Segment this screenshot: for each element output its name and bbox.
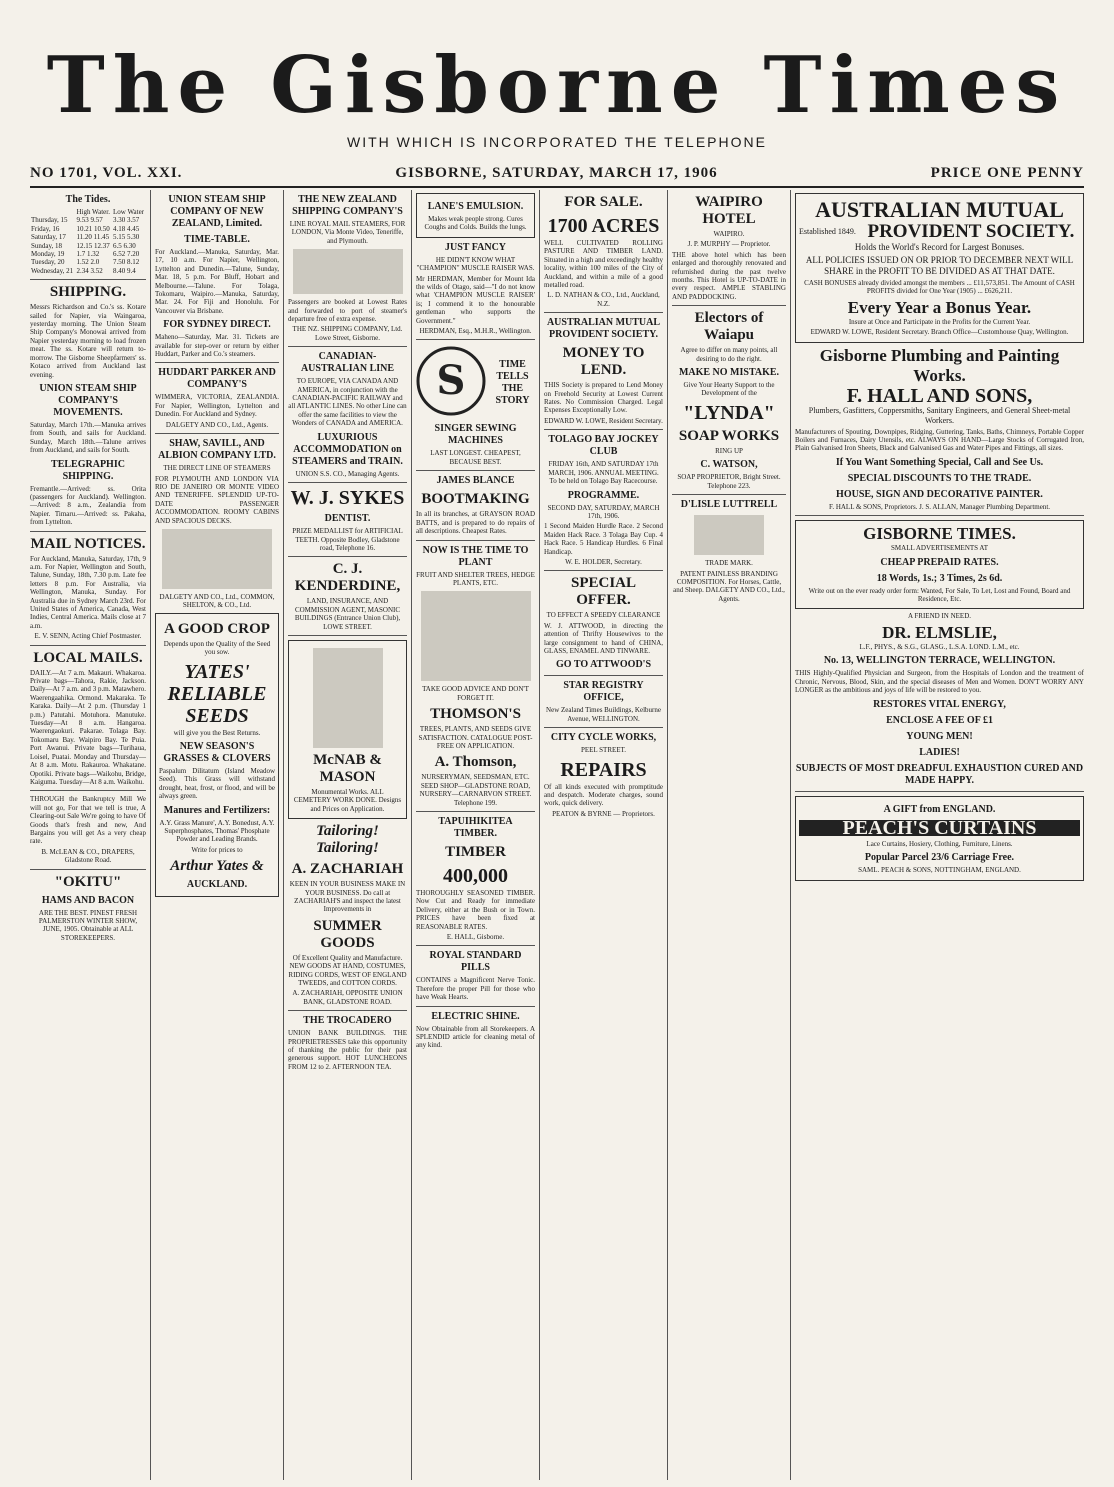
plumbing-title: Gisborne Plumbing and Painting Works.: [819, 345, 1060, 385]
peach-parcel: Popular Parcel 23/6 Carriage Free.: [864, 852, 1015, 864]
times-text: Write out on the ever ready order form: Wanted, For Sale, To Let, Lost and Found, Board and Residence, Etc.: [808, 586, 1071, 604]
column-2: [151, 190, 284, 1480]
telegraphic-title: TELEGRAPHIC SHIPPING.: [51, 458, 125, 482]
tides-title: The Tides.: [65, 194, 111, 205]
arthur-title: Arthur Yates &: [170, 858, 264, 875]
lynda-sub: SOAP WORKS: [678, 427, 780, 444]
times-advert: [795, 520, 1084, 609]
thomson-title: THOMSON'S: [430, 706, 521, 723]
singer-advert: [416, 344, 535, 419]
amp-every: Every Year a Bonus Year.: [847, 297, 1032, 317]
union-movements-text: Saturday, March 17th.—Manuka arrives from South, and sails for Auckland. Sunday, March 18th.—Talune arrives from Auckland, and sails for South.: [30, 420, 146, 455]
amp-title: AUSTRALIAN MUTUAL: [815, 197, 1064, 222]
gardener-illustration: [421, 591, 531, 681]
grass-title: NEW SEASON'S GRASSES & CLOVERS: [163, 740, 271, 764]
patent-text: PATENT PAINLESS BRANDING COMPOSITION. For Horses, Cattle, and Sheep. DALGETY AND CO., Ltd., Agents.: [673, 569, 785, 603]
zachariah-sign: A. ZACHARIAH, OPPOSITE UNION BANK, GLADSTONE ROAD.: [292, 989, 403, 1006]
mail-notices-text: For Auckland, Manuka, Saturday, 17th, 9 a.m. For Napier, Wellington and South, Talune, Sunday, 18th, 7.30 p.m. Late fee letters 8 p.m. For Australia, via Wellington, Manuka, Sunday. For Australia due in Sydney March 23rd. For United States of America, Canada, West Indies, Central America. Mails close at 7 a.m.: [30, 554, 146, 630]
local-mails-title: LOCAL MAILS.: [33, 649, 143, 666]
zachariah-title: A. ZACHARIAH: [291, 861, 404, 878]
fancy-sign: HERDMAN, Esq., M.H.R., Wellington.: [419, 327, 532, 336]
thomson-sign: A. Thomson,: [434, 754, 517, 771]
hall-sign: F. HALL & SONS, Proprietors. J. S. ALLAN, Manager Plumbing Department.: [828, 502, 1051, 511]
mistake-text: Give Your Hearty Support to the Development of the: [683, 381, 775, 398]
huddart-title: HUDDART PARKER AND COMPANY'S: [158, 367, 276, 391]
ladies-title: LADIES!: [919, 746, 960, 758]
brand-illustration: [694, 515, 764, 555]
nzsc-text: Passengers are booked at Lowest Rates and forwarded to port of steamer's departure free of extra expense.: [288, 298, 407, 324]
electors-title: Electors of Waiapu: [694, 310, 764, 344]
huddart-sign: DALGETY AND CO., Ltd., Agents.: [165, 420, 269, 429]
shaw-savill-text: FOR PLYMOUTH AND LONDON VIA RIO DE JANEIRO OR MONTE VIDEO AND TENERIFFE. SPLENDID UP-TO-DATE PASSENGER ACCOMMODATION. ROOMY CABINS AND SPACIOUS DECKS.: [155, 474, 279, 525]
shine-title: ELECTRIC SHINE.: [431, 1010, 520, 1022]
sykes-sub: DENTIST.: [324, 513, 371, 525]
nzsc-table-illustration: [293, 249, 403, 294]
price: PRICE ONE PENNY: [930, 165, 1084, 181]
masthead-title: The Gisborne Times: [46, 40, 1068, 131]
peach-list: Lace Curtains, Hosiery, Clothing, Furniture, Linens.: [866, 839, 1013, 848]
waipiro-owner: J. P. MURPHY — Proprietor.: [687, 240, 771, 249]
okitu-text: ARE THE BEST. PINEST FRESH PALMERSTON WINTER SHOW, JUNE, 1905. Obtainable at ALL STOREKEEPERS.: [38, 908, 138, 942]
tapui-sign: E. HALL, Gisborne.: [446, 933, 505, 941]
shaw-savill-sub: THE DIRECT LINE OF STEAMERS: [163, 464, 271, 473]
electors-text: Agree to differ on many points, all desiring to do the right.: [680, 346, 778, 363]
watson-name: C. WATSON,: [700, 459, 758, 471]
timetable-title: TIME-TABLE.: [184, 234, 250, 245]
thomson-addr: NURSERYMAN, SEEDSMAN, ETC. SEED SHOP—GLADSTONE ROAD, NURSERY—CARNARVON STREET. Telephone 199.: [419, 773, 532, 807]
city-title: CITY CYCLE WORKS,: [550, 732, 657, 744]
nzsc-sub: LINE ROYAL MAIL STEAMERS, FOR LONDON, Via Monte Video, Teneriffe, and Plymouth.: [289, 220, 406, 245]
hall-sub: Plumbers, Gasfitters, Coppersmiths, Sanitary Engineers, and General Sheet-metal Workers.: [808, 405, 1071, 425]
column-4: [412, 190, 540, 1480]
blance-title: JAMES BLANCE: [436, 475, 515, 487]
blance-sub: BOOTMAKING: [421, 491, 530, 508]
crop-text: Depends upon the Quality of the Seed you sow.: [163, 639, 271, 657]
shipping-text: Messrs Richardson and Co.'s ss. Kotare sailed for Napier, via Waingaroa, yesterday morning. The Union Steam Ship Company's Monowai arrived from Napier yesterday morning to load frozen meat. The ss. Kotare will return to-morrow. The Gisborne Sheepfarmers' ss. Kotaco arrived from Auckland last evening.: [30, 303, 146, 379]
jockey-text: FRIDAY 16th, AND SATURDAY 17th MARCH, 1906. ANNUAL MEETING. To be held on Tolago Bay Racecourse.: [548, 460, 659, 486]
local-mails-text: DAILY.—At 7 a.m. Makauri. Whakaroa. Private bags—Tahora, Rakie, Jackson. Daily—At 7 a.m. and 3 p.m. Matawhero. Waerengaahika. Ormond. Makaraka. Te Karaka. Daily—At 2 p.m. (Thursday 1 p.m.) Patutahi. Motuhora. Manutuke. Tuesday—At 8 a.m. Hangaroa. Waerengaokuri. Pakarae. Tolaga Bay. Tokomaru Bay. Waipiro Bay. Te Puia. Port Awanui. Private bags—Turihaua, Loisel, Puatai. Monday and Thursday—At 8 a.m. Motu. Rakauroa. Whakatane. Opotiki. Private bags—Waikohu, Bridge, Kaiguma. Tuesday—At 8 a.m. Waikohu.: [30, 668, 146, 786]
amp-policies: ALL POLICIES ISSUED ON OR PRIOR TO DECEMBER NEXT WILL SHARE in the PROFIT TO BE DIVIDED AS AT THAT DATE.: [805, 255, 1074, 276]
arthur-pre: Write for prices to: [191, 845, 243, 854]
nzsc-sign: THE NZ. SHIPPING COMPANY, Ltd. Lowe Street, Gisborne.: [292, 325, 403, 342]
telegraphic-text: Fremantle.—Arrived: ss. Orita (passengers for Auckland). Wellington.—Arrived: 8 a.m., Zealandia from Napier. Timaru.—Arrived: ss. Pakaha, from Lyttelton.: [30, 484, 146, 527]
plant-title: NOW IS THE TIME TO PLANT: [422, 544, 529, 568]
trocadero-title: THE TROCADERO: [303, 1015, 392, 1027]
tapui-sub: TIMBER: [445, 843, 506, 860]
amp-bonus: CASH BONUSES already divided amongst the members ... £11,573,851. The Amount of CASH PROFITS divided for One Year (1905) ... £626,211.: [804, 279, 1075, 296]
mail-notices-title: MAIL NOTICES.: [30, 535, 146, 552]
manures-title: Manures and Fertilizers:: [163, 804, 271, 816]
singer-text: LAST LONGEST. CHEAPEST, BECAUSE BEST.: [430, 449, 521, 466]
tapui-text: THOROUGHLY SEASONED TIMBER. Now Cut and Ready for immediate Delivery, either at the Bush or in Town. PRICES have been fixed at REASONABLE RATES.: [416, 888, 535, 931]
okitu-title: "OKITU": [54, 873, 122, 890]
amp-insure: Insure at Once and Participate in the Profits for the Current Year.: [848, 317, 1031, 326]
sykes-title: W. J. SYKES: [290, 487, 405, 510]
column-6: [668, 190, 791, 1480]
fancy-sub: HE DIDN'T KNOW WHAT "CHAMPION" MUSCLE RAISER WAS.: [416, 255, 535, 273]
elmslie-text: THIS Highly-Qualified Physician and Surgeon, from the Hospitals of London and the treatment of Chronic, Nervous, Blood, Skin, and the special diseases of Men and Women. DON'T WORRY ANY LONGER as the ambitious and joys of life will be restored to you.: [795, 669, 1084, 695]
forsale-acres: 1700 ACRES: [547, 215, 660, 237]
programme-text: 1 Second Maiden Hurdle Race. 2 Second Maiden Hack Race. 3 Tolaga Bay Cup. 4 Hack Race. 5 Handicap Hurdles. 6 Final Handicap.: [544, 522, 663, 556]
peach-title: PEACH'S CURTAINS: [799, 820, 1080, 836]
tides-table: High Water. Low Water Thursday, 15 9.53 9.57 3.30 3.57 Friday, 16 10.21 10.50 4.18 4.45 Saturday, 17 11.20 11.45 5.15 5.30 Sunday, 18 12.15 12.37 6.5 6.30 Monday, 19 1.7 1.32 6.52 7.20 Tuesday, 20 1.52 2.0 7.50 8.12 Wednesday, 21 2.34 3.52 8.40 9.4: [31, 208, 145, 275]
kenderdine-text: LAND, INSURANCE, AND COMMISSION AGENT, MASONIC BUILDINGS (Entrance Union Club), LOWE STREET.: [294, 597, 401, 631]
kenderdine-title: C. J. KENDERDINE,: [294, 561, 401, 595]
mcnab-title: McNAB & MASON: [313, 751, 382, 785]
city-text: Of all kinds executed with promptitude and despatch. Moderate charges, sound work, quick delivery.: [544, 782, 663, 808]
hall-text: Manufacturers of Spouting, Downpipes, Ridging, Guttering, Tanks, Baths, Chimneys, Portable Copper Boilers and Furnaces, Dairy Utensils, etc. ALWAYS ON HAND—Large Stocks of Corrugated Iron, Plain Galvanised Iron Sheets, Black and Galvanised Gas and Water Pipes and Fittings, all sizes.: [795, 427, 1084, 453]
amp-sign: EDWARD W. LOWE, Resident Secretary. Branch Office—Customhouse Quay, Wellington.: [810, 328, 1069, 337]
programme-sign: W. E. HOLDER, Secretary.: [565, 557, 642, 566]
money-title: MONEY TO LEND.: [562, 345, 645, 379]
singer-logo-icon: [416, 344, 486, 419]
pills-title: ROYAL STANDARD PILLS: [429, 950, 522, 974]
subjects-title: SUBJECTS OF MOST DREADFUL EXHAUSTION CURED AND MADE HAPPY.: [795, 762, 1084, 786]
tapui-count: 400,000: [443, 864, 508, 887]
hall-painter: HOUSE, SIGN AND DECORATIVE PAINTER.: [836, 488, 1043, 500]
forsale-title: FOR SALE.: [564, 194, 643, 210]
pills-text: CONTAINS a Magnificent Nerve Tonic. Therefore the proper Pill for those who have Weak Hearts.: [416, 976, 535, 1002]
enclose-title: ENCLOSE A FEE OF £1: [886, 714, 993, 726]
money-sign: EDWARD W. LOWE, Resident Secretary.: [544, 416, 663, 425]
column-3: [284, 190, 412, 1480]
elmslie-sub: L.F., PHYS., & S.G., GLASG., L.S.A. LOND. L.M., etc.: [859, 642, 1020, 651]
column-1: [26, 190, 151, 1480]
young-title: YOUNG MEN!: [906, 730, 973, 742]
column-7: [791, 190, 1088, 1480]
elmslie-title: DR. ELMSLIE,: [882, 622, 997, 642]
mcnab-text: Monumental Works. ALL CEMETERY WORK DONE. Designs and Prices on Application.: [293, 787, 402, 813]
times-title: GISBORNE TIMES.: [863, 524, 1016, 544]
masthead: [0, 40, 1114, 150]
peach-sign: SAML. PEACH & SONS, NOTTINGHAM, ENGLAND.: [858, 866, 1021, 875]
mail-notices-sign: E. V. SENN, Acting Chief Postmaster.: [34, 632, 142, 641]
canadian-sign: UNION S.S. CO., Managing Agents.: [295, 469, 400, 478]
lynda-text: RING UP: [715, 446, 743, 455]
waipiro-sub: WAIPIRO.: [713, 230, 745, 238]
mcnab-advert: [288, 640, 407, 819]
sydney-direct-title: FOR SYDNEY DIRECT.: [163, 319, 271, 331]
zachariah-text: KEEN IN YOUR BUSINESS MAKE IN YOUR BUSINESS. Do call at ZACHARIAH'S and inspect the latest Improvements in: [289, 880, 406, 914]
fancy-text: Mr HERDMAN, Member for Mount Ida the wilds of Otago, said—"I do not know what 'CHAMPION MUSCLE RAISER' is; I commend it to the honourable gentleman who supports the Government.": [416, 274, 535, 325]
column-5: [540, 190, 668, 1480]
restores-title: RESTORES VITAL ENERGY,: [873, 698, 1006, 710]
tapui-title: TAPUIHIKITEA TIMBER.: [438, 815, 513, 839]
lynda-title: "LYNDA": [683, 401, 775, 424]
lanes-text: Makes weak people strong. Cures Coughs and Colds. Builds the lungs.: [424, 215, 527, 232]
goto-attwood: GO TO ATTWOOD'S: [555, 659, 652, 671]
svg-text:S: S: [436, 357, 466, 405]
yates-advert: [155, 613, 279, 897]
sykes-text: PRIZE MEDALLIST for ARTIFICIAL TEETH. Opposite Bodley, Gladstone road, Telephone 16.: [292, 527, 403, 552]
lanes-advert: [416, 193, 535, 238]
mistake-title: MAKE NO MISTAKE.: [678, 367, 780, 379]
times-words: 18 Words, 1s.; 3 Times, 2s 6d.: [876, 572, 1003, 584]
summer-title: SUMMER GOODS: [313, 917, 382, 951]
money-text: THIS Society is prepared to Lend Money on Freehold Security at Lowest Current Rates. No Commission Charged. Legal Expenses Exceptionally Low.: [544, 381, 663, 415]
luttrell-title: D'LISLE LUTTRELL: [680, 499, 778, 511]
masthead-subtitle: WITH WHICH IS INCORPORATED THE TELEPHONE: [347, 134, 767, 150]
columns: [26, 190, 1088, 1480]
watson-text: SOAP PROPRIETOR, Bright Street. Telephone 223.: [677, 473, 781, 490]
timetable-text: For Auckland.—Manuka, Saturday, Mar. 17, 10 a.m. For Napier, Wellington, Lyttelton and Dunedin.—Talune, Sunday, Mar. 18, 5 p.m. For Bluff, Hobart and Melbourne.—Talune. For Tolaga, Tokomaru, Waipiro.—Manuka, Saturday, Mar. 24. For Fiji and Honolulu. For Vancouver via Brisbane.: [155, 248, 279, 315]
star-text: New Zealand Times Buildings, Kelburne Avenue, WELLINGTON.: [546, 706, 661, 723]
shaw-savill-sign: DALGETY AND CO., Ltd., COMMON, SHELTON, & CO., Ltd.: [159, 592, 275, 610]
special-sub: TO EFFECT A SPEEDY CLEARANCE: [546, 611, 661, 620]
dateline: [30, 165, 1084, 188]
summer-text: Of Excellent Quality and Manufacture. NEW GOODS AT HAND, COSTUMES, RIDING CORDS, WEST OF ENGLAND TWEEDS, and COTTON CORDS.: [288, 953, 407, 987]
huddart-text: WIMMERA, VICTORIA, ZEALANDIA. For Napier, Wellington, Lyttelton and Dunedin. For Auckland and Sydney.: [155, 393, 279, 419]
mutual-title: AUSTRALIAN MUTUAL PROVIDENT SOCIETY.: [546, 317, 661, 341]
tailoring-title: Tailoring! Tailoring!: [316, 823, 379, 857]
special-title: SPECIAL OFFER.: [570, 575, 637, 609]
singer-title: TIME TELLS THE STORY: [495, 358, 530, 406]
canadian-title: CANADIAN-AUSTRALIAN LINE: [300, 351, 395, 375]
issue-number: NO 1701, VOL. XXI.: [30, 165, 183, 181]
seeds-title: YATES' RELIABLE SEEDS: [167, 660, 267, 727]
manures-text: A.Y. Grass Manure', A.Y. Bonedust, A.Y. Superphosphates, Thomas' Phosphate Powder and Leading Brands.: [159, 818, 275, 844]
singer-sub: SINGER SEWING MACHINES: [434, 423, 517, 447]
shipping-title: SHIPPING.: [49, 284, 127, 301]
amp-est: Established 1849.: [799, 226, 856, 236]
forsale-sign: L. D. NATHAN & CO., Ltd., Auckland, N.Z.: [547, 291, 660, 308]
forsale-text: WELL CULTIVATED ROLLING PASTURE AND TIMBER LAND. Situated in a high and exceedingly healthy locality, within 100 miles of the City of Auckland, and within a mile of a good metalled road.: [544, 239, 663, 290]
monument-illustration: [313, 648, 383, 748]
amp-advert: [795, 193, 1084, 343]
fancy-title: JUST FANCY: [444, 241, 507, 253]
programme-day: SECOND DAY, SATURDAY, MARCH 17th, 1906.: [547, 503, 660, 520]
crop-title: A GOOD CROP: [164, 620, 270, 637]
waipiro-text: THE above hotel which has been enlarged and thoroughly renovated and refurnished during the past twelve months. This Hotel is UP-TO-DATE in every respect. AMPLE STABLING AND PADDOCKING.: [672, 250, 786, 301]
shaw-savill-title: SHAW, SAVILL, AND ALBION COMPANY LTD.: [158, 438, 276, 462]
clearing-sale-sign: B. McLEAN & CO., DRAPERS, Gladstone Road.: [41, 847, 135, 865]
thomson-text: TREES, PLANTS, AND SEEDS GIVE SATISFACTION. CATALOGUE POST-FREE ON APPLICATION.: [418, 725, 533, 750]
place-date: GISBORNE, SATURDAY, MARCH 17, 1906: [395, 165, 718, 181]
trademark-text: TRADE MARK.: [705, 559, 753, 568]
hall-title: F. HALL AND SONS,: [846, 384, 1033, 407]
programme-title: PROGRAMME.: [567, 489, 640, 501]
city-sign: PEATON & BYRNE — Proprietors.: [552, 809, 655, 818]
sydney-direct-text: Maheno—Saturday, Mar. 31. Tickets are available for step-over or return by either Huddart, Parker and Co.'s steamers.: [155, 333, 279, 359]
usco-title: UNION STEAM SHIP COMPANY OF NEW ZEALAND, Limited.: [168, 194, 266, 229]
grass-text: Paspalum Dilitatum (Island Meadow Seed). This Grass will withstand drought, heat, frost, or flood, and will be always green.: [159, 766, 275, 801]
plant-text: FRUIT AND SHELTER TREES, HEDGE PLANTS, ETC.: [416, 570, 535, 587]
times-rates: CHEAP PREPAID RATES.: [880, 556, 999, 568]
arthur-place: AUCKLAND.: [186, 879, 248, 891]
clearing-sale-text: THROUGH the Bankruptcy Mill We will not go, For that we tell is true, A Clearing-out Sale We're going to have Of Goods that's fresh and new, And Bargains you will get As a very cheap rate.: [30, 795, 146, 846]
lanes-title: LANE'S EMULSION.: [427, 201, 524, 212]
shine-text: Now Obtainable from all Storekeepers. A SPLENDID article for cleaning metal of any kind.: [416, 1024, 535, 1050]
seeds-text: will give you the Best Returns.: [173, 728, 261, 737]
peach-advert: [795, 796, 1084, 881]
canadian-text: TO EUROPE, VIA CANADA AND AMERICA, in conjunction with the CANADIAN-PACIFIC RAILWAY and all ATLANTIC LINES. No other Line can offer the same facilities to view the Wonders of CANADA and AMERICA.: [288, 377, 407, 428]
city-sub: PEEL STREET.: [580, 746, 627, 755]
okitu-sub: HAMS AND BACON: [41, 894, 135, 906]
union-movements-title: UNION STEAM SHIP COMPANY'S MOVEMENTS.: [39, 382, 137, 418]
friend-caption: A FRIEND IN NEED.: [908, 612, 971, 621]
waipiro-title: WAIPIRO HOTEL: [695, 194, 763, 227]
special-text: W. J. ATTWOOD, in directing the attention of Thrifty Housewives to the large consignment to hand of CHINA, GLASS, ENAMEL AND TINWARE.: [544, 621, 663, 655]
trocadero-text: UNION BANK BUILDINGS. THE PROPRIETRESSES take this opportunity of thanking the public for their past generous support. HOT LUNCHEONS FROM 12 to 2. AFTERNOON TEA.: [288, 1029, 407, 1071]
nzsc-title: THE NEW ZEALAND SHIPPING COMPANY'S: [292, 194, 403, 217]
repairs-title: REPAIRS: [560, 758, 647, 781]
jockey-title: TOLAGO BAY JOCKEY CLUB: [548, 434, 659, 458]
advice-text: TAKE GOOD ADVICE AND DON'T FORGET IT.: [422, 685, 529, 702]
star-title: STAR REGISTRY OFFICE,: [563, 680, 644, 704]
times-sub: SMALL ADVERTISEMENTS AT: [891, 544, 988, 553]
amp-tag: Holds the World's Record for Largest Bonuses.: [854, 242, 1025, 252]
sailings-table-illustration: [162, 529, 272, 589]
elmslie-addr: No. 13, WELLINGTON TERRACE, WELLINGTON.: [823, 655, 1056, 667]
amp-title2: PROVIDENT SOCIETY.: [867, 221, 1075, 242]
canadian-luxurious: LUXURIOUS ACCOMMODATION on STEAMERS and TRAIN.: [292, 431, 403, 467]
blance-text: In all its branches, at GRAYSON ROAD BATTS, and is prepared to do repairs of all descriptions. Cheapest Rates.: [416, 510, 535, 536]
hall-call: If You Want Something Special, Call and See Us.: [835, 456, 1044, 468]
gift-title: A GIFT from ENGLAND.: [883, 803, 996, 815]
hall-discount: SPECIAL DISCOUNTS TO THE TRADE.: [847, 472, 1032, 484]
